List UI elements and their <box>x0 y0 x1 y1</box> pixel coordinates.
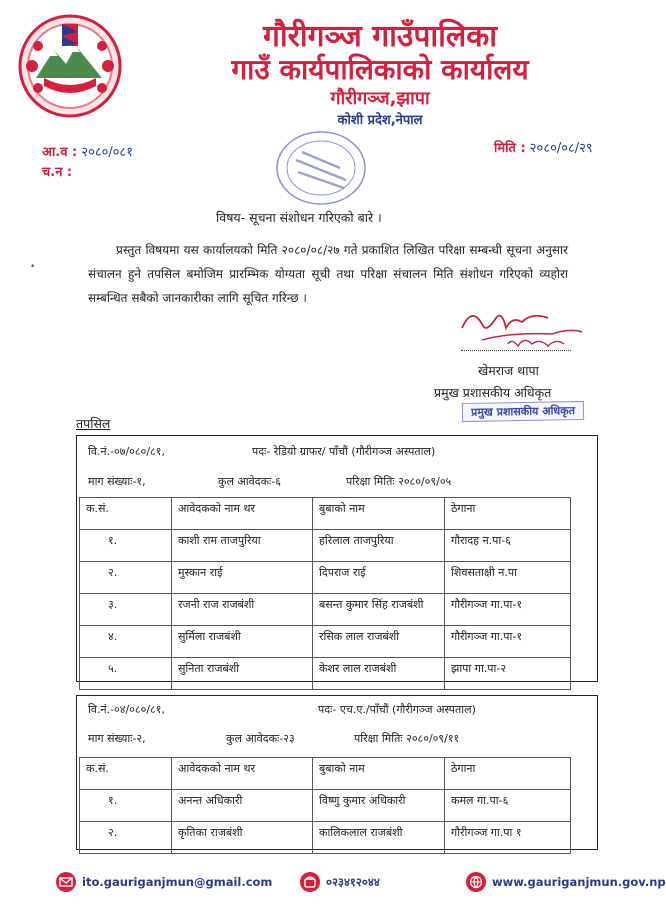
header-serial: क.सं. <box>80 498 172 530</box>
cell-serial: ५. <box>80 658 172 690</box>
table-row <box>80 594 571 626</box>
demand-count: माग संख्याः-१, <box>88 475 146 488</box>
email-address[interactable]: ito.gauriganjmun@gmail.com <box>82 875 273 889</box>
cell-father-name: विष्णु कुमार अधिकारी <box>313 790 445 822</box>
cell-applicant-name: कृतिका राजबंशी <box>172 822 313 854</box>
total-applicants: कुल आवेदकः-२३ <box>226 732 295 745</box>
fiscal-year <box>42 142 133 160</box>
exam-date: परिक्षा मितिः २०८०/०९/०५ <box>346 475 452 488</box>
reference-number <box>42 162 72 180</box>
province-name: कोशी प्रदेश,नेपाल <box>337 113 423 128</box>
cell-serial: ४. <box>80 626 172 658</box>
phone-icon <box>300 872 320 892</box>
exam-date: परिक्षा मितिः २०८०/०९/११ <box>354 732 460 745</box>
email-icon <box>56 872 76 892</box>
table-row <box>80 822 571 854</box>
notice-subject: विषय- सूचना संशोधन गरिएको बारे । <box>216 210 382 225</box>
office-location: गौरीगञ्ज,झापा <box>330 88 430 109</box>
cell-address: गौरीगञ्ज गा.पा १ <box>445 822 571 854</box>
municipality-name: गौरीगञ्ज गाउँपालिका <box>262 19 498 54</box>
signature-line <box>461 350 571 351</box>
cell-address: शिवसताक्षी न.पा <box>445 562 571 594</box>
reference-number-label: च.न : <box>42 165 73 180</box>
table-header-row <box>80 498 571 530</box>
cell-father-name: केशर लाल राजबंशी <box>313 658 445 690</box>
schedule-heading: तपसिल <box>76 416 111 431</box>
cell-applicant-name: अनन्त अधिकारी <box>172 790 313 822</box>
cell-address: गौरादह न.पा-६ <box>445 530 571 562</box>
cell-father-name: बसन्त कुमार सिंह राजबंशी <box>313 594 445 626</box>
office-name: गाउँ कार्यपालिकाको कार्यालय <box>231 53 529 86</box>
globe-icon <box>466 872 486 892</box>
applicant-table <box>79 497 571 690</box>
footer-website[interactable] <box>466 872 666 892</box>
post-name: पदः- रेडियो ग्राफर/ पाँचौं (गौरीगञ्ज अस्पताल) <box>252 445 436 458</box>
table-row <box>80 790 571 822</box>
footer-phone[interactable] <box>300 872 380 892</box>
cell-serial: ३. <box>80 594 172 626</box>
cell-applicant-name: रजनी राज राजबंशी <box>172 594 313 626</box>
website-url[interactable]: www.gauriganjmun.gov.np <box>492 875 666 889</box>
cell-serial: १. <box>80 530 172 562</box>
cell-serial: २. <box>80 822 172 854</box>
applicant-table <box>79 757 571 854</box>
header-serial: क.सं. <box>80 758 172 790</box>
footer-email[interactable] <box>56 872 272 892</box>
cell-applicant-name: सुर्मिला राजबंशी <box>172 626 313 658</box>
issue-date <box>494 138 593 156</box>
cell-address: गौरीगञ्ज गा.पा-१ <box>445 594 571 626</box>
table-row <box>80 626 571 658</box>
cell-father-name: दिपराज राई <box>313 562 445 594</box>
signatory-name: खेमराज थापा <box>478 363 539 378</box>
advert-number: वि.नं.-०७/०८०/८१, <box>88 445 165 458</box>
header-address: ठेगाना <box>445 758 571 790</box>
cell-address: झापा गा.पा-२ <box>445 658 571 690</box>
table-header-row <box>80 758 571 790</box>
cell-father-name: रसिक लाल राजबंशी <box>313 626 445 658</box>
notice-body-text: प्रस्तुत विषयमा यस कार्यालयको मिति २०८०/०८/२७ गते प्रकाशित लिखित परिक्षा सम्बन्धी सूचना अनुसार संचालन हुने तपसिल बमोजिम प्रारम्भिक योग्यता सूची तथा परिक्षा संचालन मिति संशोधन गरिएको व्यहोरा सम्बन्धित सबैको जानकारीका लागि सूचित गरिन्छ । <box>88 243 568 305</box>
header-father-name: बुबाको नाम <box>313 498 445 530</box>
cell-applicant-name: मुस्कान राई <box>172 562 313 594</box>
issue-date-value: २०८०/०८/२९ <box>529 141 593 156</box>
cell-address: कमल गा.पा-६ <box>445 790 571 822</box>
signatory-stamp: प्रमुख प्रशासकीय अधिकृत <box>462 401 584 422</box>
advert-number: वि.नं.-०४/०८०/८१, <box>88 703 165 716</box>
table-row <box>80 562 571 594</box>
table-row <box>80 530 571 562</box>
demand-count: माग संख्याः-२, <box>88 732 146 745</box>
fiscal-year-value: २०८०/०८१ <box>81 145 134 160</box>
fiscal-year-label: आ.व : <box>42 145 78 160</box>
office-round-stamp-icon <box>268 128 374 208</box>
cell-father-name: हरिलाल ताजपुरिया <box>313 530 445 562</box>
signatory-title: प्रमुख प्रशासकीय अधिकृत <box>434 385 552 400</box>
cell-applicant-name: काशी राम ताजपुरिया <box>172 530 313 562</box>
cell-serial: २. <box>80 562 172 594</box>
cell-father-name: कालिकलाल राजबंशी <box>313 822 445 854</box>
cell-serial: १. <box>80 790 172 822</box>
post-name: पदः- एच.ए./पाँचौं (गौरीगञ्ज अस्पताल) <box>318 703 476 716</box>
header-applicant-name: आवेदकको नाम थर <box>172 498 313 530</box>
cell-address: गौरीगञ्ज गा.पा-१ <box>445 626 571 658</box>
header-address: ठेगाना <box>445 498 571 530</box>
total-applicants: कुल आवेदकः-६ <box>218 475 281 488</box>
cell-applicant-name: सुनिता राजबंशी <box>172 658 313 690</box>
issue-date-label: मिति : <box>494 141 526 156</box>
handwritten-signature-icon <box>452 298 592 354</box>
header-applicant-name: आवेदकको नाम थर <box>172 758 313 790</box>
margin-mark: • <box>30 262 36 272</box>
header-father-name: बुबाको नाम <box>313 758 445 790</box>
nepal-emblem-icon <box>14 12 126 120</box>
phone-number[interactable]: ०२३४१२०४४ <box>326 874 380 889</box>
table-row <box>80 658 571 690</box>
